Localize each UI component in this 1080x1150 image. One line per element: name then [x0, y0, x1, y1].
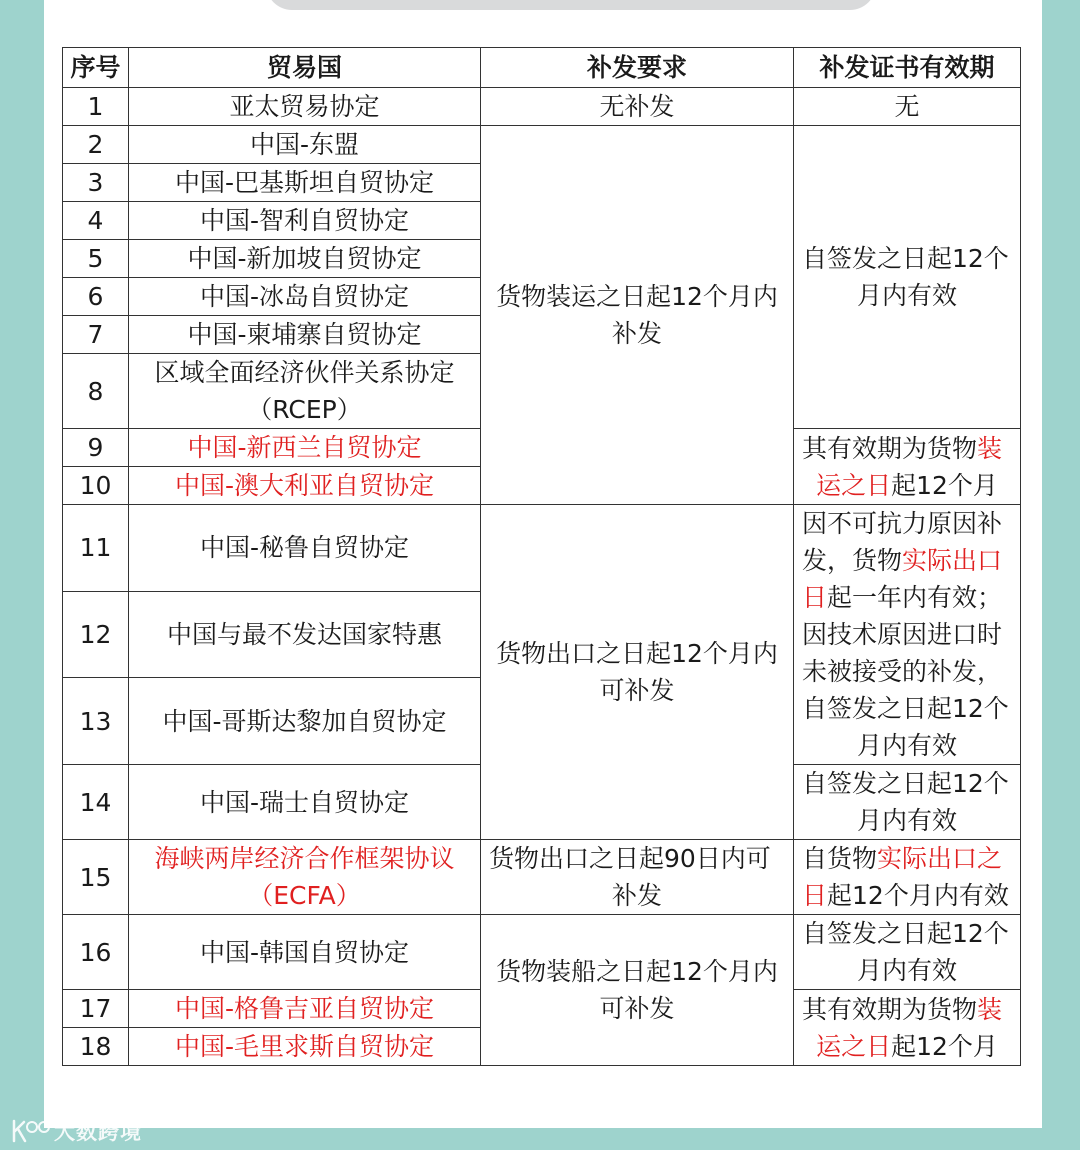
- requirement-merged-11-14: [481, 505, 794, 840]
- top-scroll-bar: [266, 0, 876, 10]
- k-logo-icon: [10, 1119, 52, 1143]
- country-line: （ECFA）: [248, 881, 361, 910]
- validity-line: 未被接受的补发，: [802, 657, 1003, 686]
- validity-text-red: 实际出口之: [877, 844, 1003, 873]
- row-no: 9: [63, 429, 129, 467]
- validity-line: 因技术原因进口时: [802, 620, 1003, 649]
- row-country: 中国-澳大利亚自贸协定: [129, 467, 481, 505]
- validity-text-red: 运之日: [816, 1031, 892, 1061]
- validity-15: [794, 840, 1021, 915]
- validity-text-red: 日: [802, 881, 828, 910]
- row-country: 中国-智利自贸协定: [129, 202, 481, 240]
- validity-line: [802, 1028, 1012, 1065]
- validity-text: 起12个月内有效: [827, 881, 1009, 910]
- row-no: 2: [63, 126, 129, 164]
- validity-line: 因不可抗力原因补: [802, 509, 1003, 538]
- validity-line: 自签发之日起12个: [802, 769, 1009, 798]
- row-country: [129, 840, 481, 915]
- validity-line: [802, 991, 1012, 1028]
- req-line: 货物出口之日起90日内可: [489, 844, 771, 873]
- req-line: 可补发: [599, 676, 675, 705]
- requirement-merged-16-18: [481, 915, 794, 1066]
- country-line: 区域全面经济伙伴关系协定: [154, 358, 455, 387]
- validity-merged-11-13: [794, 505, 1021, 765]
- row-country: 中国-格鲁吉亚自贸协定: [129, 990, 481, 1028]
- row-country: 中国-哥斯达黎加自贸协定: [129, 678, 481, 765]
- row-no: 13: [63, 678, 129, 765]
- row-country: 中国-瑞士自贸协定: [129, 765, 481, 840]
- row-country: 中国-新西兰自贸协定: [129, 429, 481, 467]
- row-country: 中国-冰岛自贸协定: [129, 278, 481, 316]
- row-no: 12: [63, 591, 129, 678]
- row-country: 中国与最不发达国家特惠: [129, 591, 481, 678]
- row-country: [129, 354, 481, 429]
- row-no: 16: [63, 915, 129, 990]
- country-line: 海峡两岸经济合作框架协议: [154, 844, 455, 873]
- req-line: 补发: [611, 881, 662, 910]
- header-requirement: 补发要求: [481, 48, 794, 88]
- validity-text-red: 日: [802, 583, 828, 612]
- validity-text: 自货物: [802, 844, 878, 873]
- validity-line: 月内有效: [856, 731, 957, 760]
- req-line: 补发: [611, 319, 662, 348]
- row-no: 8: [63, 354, 129, 429]
- validity-merged-17-18: [794, 990, 1021, 1066]
- row-country: 中国-毛里求斯自贸协定: [129, 1028, 481, 1066]
- req-line: 可补发: [599, 994, 675, 1023]
- row-no: 3: [63, 164, 129, 202]
- validity-text: 其有效期为货物: [802, 994, 978, 1024]
- table-row: [63, 88, 1021, 126]
- validity-text: 其有效期为货物: [802, 433, 978, 463]
- table-row: [63, 840, 1021, 915]
- row-no: 11: [63, 505, 129, 592]
- table-row: [63, 505, 1021, 592]
- validity-line: [802, 430, 1012, 467]
- row-no: 7: [63, 316, 129, 354]
- watermark: [10, 1116, 142, 1146]
- row-country: 中国-柬埔寨自贸协定: [129, 316, 481, 354]
- validity-text-red: 装: [977, 433, 1003, 463]
- row-no: 17: [63, 990, 129, 1028]
- row-no: 1: [63, 88, 129, 126]
- validity-14: [794, 765, 1021, 840]
- req-line: 货物装运之日起12个月内: [496, 282, 778, 311]
- watermark-text: 大数跨境: [54, 1120, 142, 1144]
- validity-16: [794, 915, 1021, 990]
- validity-merged-2-8: [794, 126, 1021, 429]
- validity-text: 起12个月: [891, 1031, 998, 1061]
- validity-line: 自签发之日起12个: [802, 694, 1009, 723]
- row-country: 亚太贸易协定: [129, 88, 481, 126]
- validity-line: [802, 579, 1012, 616]
- row-country: 中国-巴基斯坦自贸协定: [129, 164, 481, 202]
- row-country: 中国-新加坡自贸协定: [129, 240, 481, 278]
- row-no: 5: [63, 240, 129, 278]
- header-country: 贸易国: [129, 48, 481, 88]
- row-no: 18: [63, 1028, 129, 1066]
- validity-text-red: 实际出口: [902, 546, 1003, 575]
- validity-text: 起一年内有效；: [827, 583, 1003, 612]
- validity-line: [802, 542, 1012, 579]
- validity-text-red: 装: [977, 994, 1003, 1024]
- validity-line: 月内有效: [856, 806, 957, 835]
- content-card: [44, 0, 1042, 1128]
- reissue-table: [62, 47, 1021, 1066]
- row-no: 4: [63, 202, 129, 240]
- row-country: 中国-韩国自贸协定: [129, 915, 481, 990]
- row-requirement: 无补发: [481, 88, 794, 126]
- req-line: 货物出口之日起12个月内: [496, 639, 778, 668]
- row-no: 15: [63, 840, 129, 915]
- header-validity: 补发证书有效期: [794, 48, 1021, 88]
- validity-line: 月内有效: [856, 956, 957, 985]
- requirement-15: [481, 840, 794, 915]
- row-country: 中国-秘鲁自贸协定: [129, 505, 481, 592]
- requirement-merged-2-10: [481, 126, 794, 505]
- table-header-row: [63, 48, 1021, 88]
- req-line: 货物装船之日起12个月内: [496, 957, 778, 986]
- validity-line: [802, 877, 1012, 914]
- row-country: 中国-东盟: [129, 126, 481, 164]
- header-no: 序号: [63, 48, 129, 88]
- validity-text-red: 运之日: [816, 470, 892, 500]
- row-no: 6: [63, 278, 129, 316]
- country-line: （RCEP）: [247, 395, 362, 424]
- validity-line: [802, 467, 1012, 504]
- validity-text: 起12个月: [891, 470, 998, 500]
- validity-line: 自签发之日起12个: [802, 244, 1009, 273]
- table-row: [63, 915, 1021, 990]
- table-row: [63, 126, 1021, 164]
- validity-text: 发，货物: [802, 546, 903, 575]
- row-validity: 无: [794, 88, 1021, 126]
- row-no: 14: [63, 765, 129, 840]
- validity-merged-9-10: [794, 429, 1021, 505]
- validity-line: [802, 840, 1012, 877]
- validity-line: 自签发之日起12个: [802, 919, 1009, 948]
- row-no: 10: [63, 467, 129, 505]
- validity-line: 月内有效: [856, 281, 957, 310]
